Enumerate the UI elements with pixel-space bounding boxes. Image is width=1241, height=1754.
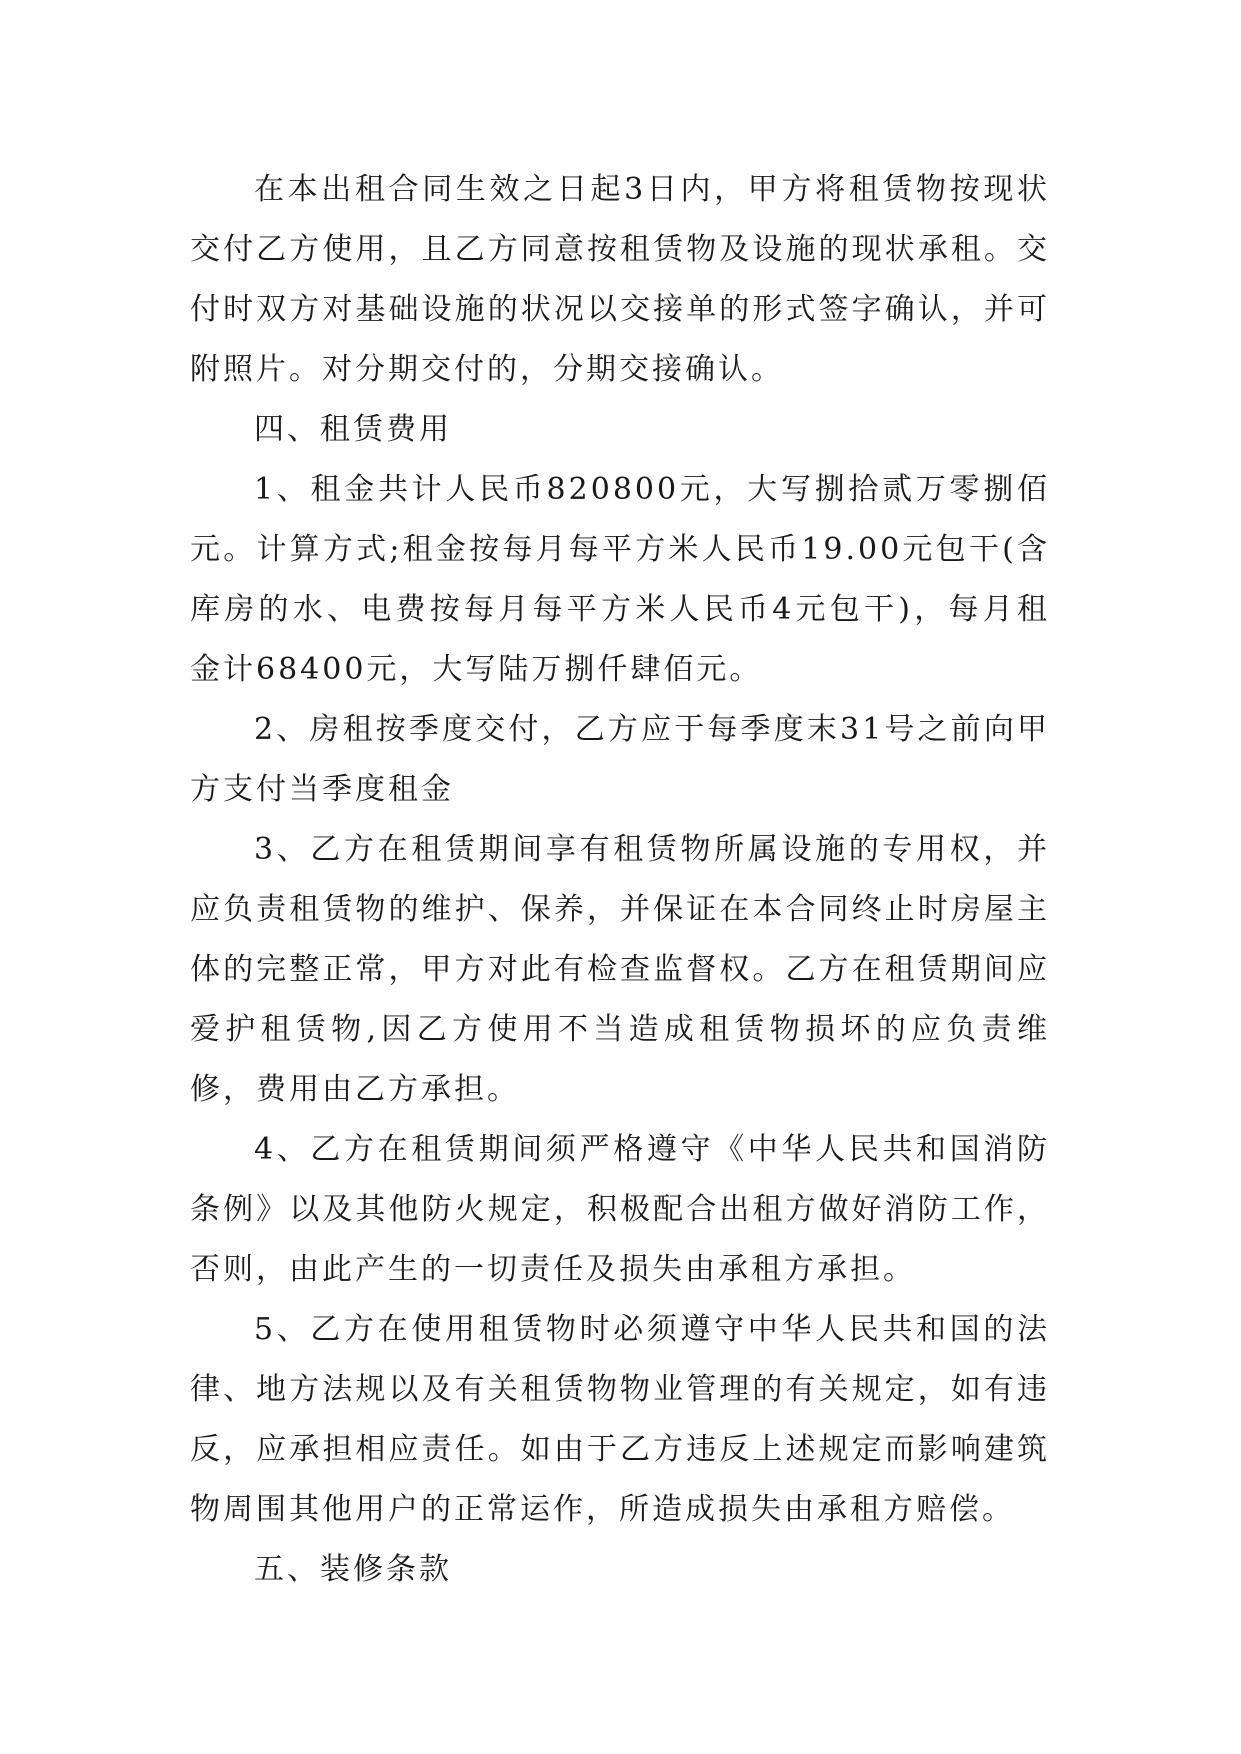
paragraph-rent-total: 1、租金共计人民币820800元，大写捌拾贰万零捌佰元。计算方式;租金按每月每平方米人民币19.00元包干(含库房的水、电费按每月每平方米人民币4元包干)，每月租金计68400元，大写陆万捌仟肆佰元。 [190,472,1050,687]
paragraph-rent-payment: 2、房租按季度交付，乙方应于每季度末31号之前向甲方支付当季度租金 [190,712,1050,807]
document-body [190,160,1050,1600]
section-heading-renovation: 五、装修条款 [254,1552,452,1587]
paragraph-delivery: 在本出租合同生效之日起3日内，甲方将租赁物按现状交付乙方使用，且乙方同意按租赁物及设施的现状承租。交付时双方对基础设施的状况以交接单的形式签字确认，并可附照片。对分期交付的，分期交接确认。 [190,172,1050,387]
paragraph-legal-compliance: 5、乙方在使用租赁物时必须遵守中华人民共和国的法律、地方法规以及有关租赁物物业管理的有关规定，如有违反，应承担相应责任。如由于乙方违反上述规定而影响建筑物周围其他用户的正常运作，所造成损失由承租方赔偿。 [190,1312,1050,1527]
paragraph-maintenance: 3、乙方在租赁期间享有租赁物所属设施的专用权，并应负责租赁物的维护、保养，并保证在本合同终止时房屋主体的完整正常，甲方对此有检查监督权。乙方在租赁期间应爱护租赁物,因乙方使用不当造成租赁物损坏的应负责维修，费用由乙方承担。 [190,832,1050,1107]
section-heading-rental-fees: 四、租赁费用 [254,412,452,447]
paragraph-fire-safety: 4、乙方在租赁期间须严格遵守《中华人民共和国消防条例》以及其他防火规定，积极配合出租方做好消防工作，否则，由此产生的一切责任及损失由承租方承担。 [190,1132,1050,1287]
